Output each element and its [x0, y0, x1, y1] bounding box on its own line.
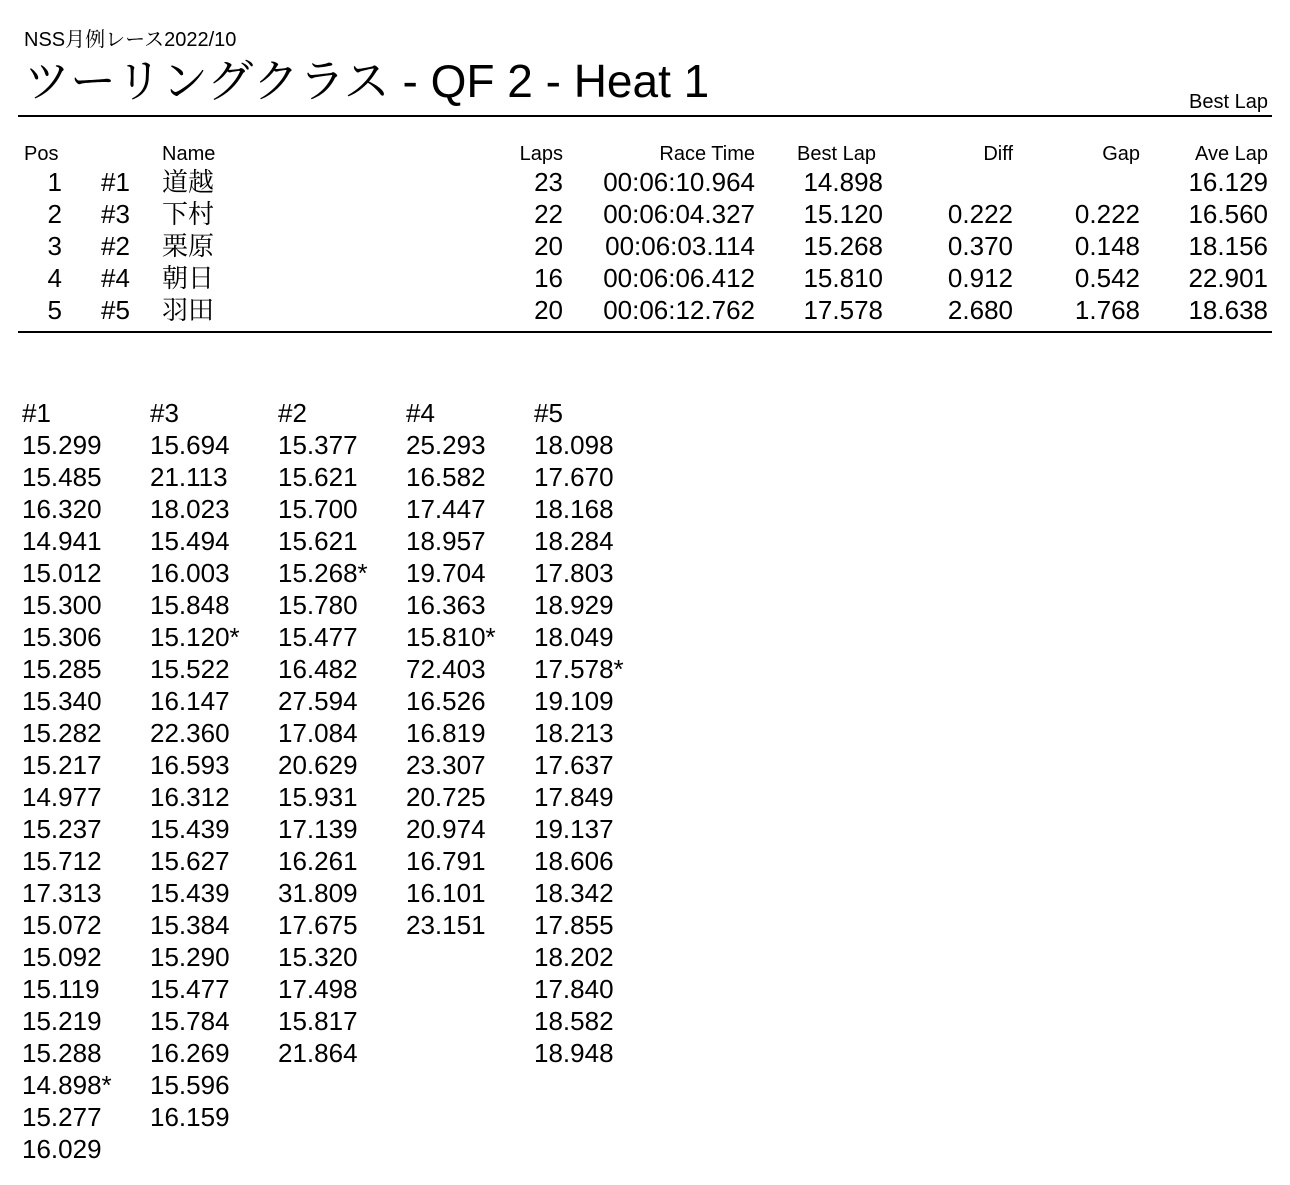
lap-time: 17.840 — [534, 974, 614, 1004]
lap-time: 19.109 — [534, 686, 614, 716]
lap-time: 15.931 — [278, 782, 358, 812]
lap-time: 31.809 — [278, 878, 358, 908]
lap-time: 16.593 — [150, 750, 230, 780]
row-ave-lap: 22.901 — [1188, 263, 1268, 293]
lap-time: 15.285 — [22, 654, 102, 684]
row-gap: 0.542 — [1074, 263, 1140, 293]
lap-time: 22.360 — [150, 718, 230, 748]
lap-column — [534, 397, 662, 1069]
lap-time: 17.675 — [278, 910, 358, 940]
lap-time: 23.307 — [406, 750, 486, 780]
lap-time: 17.084 — [278, 718, 358, 748]
lap-column-car: #5 — [534, 398, 563, 428]
lap-time: 23.151 — [406, 910, 486, 940]
row-diff: 0.370 — [947, 231, 1013, 261]
row-best-lap: 15.810 — [803, 263, 883, 293]
lap-time: 15.494 — [150, 526, 230, 556]
row-race-time: 00:06:10.964 — [603, 167, 755, 197]
lap-column — [22, 397, 150, 1165]
row-race-time: 00:06:12.762 — [603, 295, 755, 325]
lap-time: 18.582 — [534, 1006, 614, 1036]
lap-time: 15.268* — [278, 558, 368, 588]
lap-column-car: #4 — [406, 398, 435, 428]
lap-time: 15.485 — [22, 462, 102, 492]
lap-time: 15.219 — [22, 1006, 102, 1036]
lap-time: 15.522 — [150, 654, 230, 684]
row-diff: 0.222 — [947, 199, 1013, 229]
lap-time: 16.819 — [406, 718, 486, 748]
lap-time: 15.477 — [278, 622, 358, 652]
lap-column-car: #3 — [150, 398, 179, 428]
lap-time: 17.803 — [534, 558, 614, 588]
lap-time: 15.237 — [22, 814, 102, 844]
lap-time: 16.101 — [406, 878, 486, 908]
lap-time: 18.168 — [534, 494, 614, 524]
lap-time: 18.213 — [534, 718, 614, 748]
lap-time: 15.817 — [278, 1006, 358, 1036]
lap-time: 17.578* — [534, 654, 624, 684]
row-ave-lap: 16.129 — [1188, 167, 1268, 197]
row-ave-lap: 16.560 — [1188, 199, 1268, 229]
lap-time: 18.202 — [534, 942, 614, 972]
row-laps: 22 — [534, 199, 563, 229]
lap-time: 20.725 — [406, 782, 486, 812]
col-header-name: Name — [162, 143, 216, 165]
table-row — [0, 198, 1290, 230]
lap-time: 15.320 — [278, 942, 358, 972]
row-driver-name: 朝日 — [162, 263, 215, 293]
col-header-diff: Diff — [983, 143, 1013, 165]
lap-time: 27.594 — [278, 686, 358, 716]
lap-time: 18.948 — [534, 1038, 614, 1068]
row-laps: 16 — [534, 263, 563, 293]
row-gap: 0.148 — [1074, 231, 1140, 261]
lap-column-car: #1 — [22, 398, 51, 428]
row-pos: 2 — [47, 199, 62, 229]
lap-time: 15.012 — [22, 558, 102, 588]
lap-time: 15.439 — [150, 814, 230, 844]
lap-time: 15.712 — [22, 846, 102, 876]
lap-time: 15.596 — [150, 1070, 230, 1100]
lap-time: 15.306 — [22, 622, 102, 652]
row-car-number: #4 — [101, 263, 130, 293]
lap-time: 14.977 — [22, 782, 102, 812]
lap-time: 16.269 — [150, 1038, 230, 1068]
lap-time: 15.092 — [22, 942, 102, 972]
table-row — [0, 294, 1290, 326]
best-lap-tag: Best Lap — [1189, 91, 1268, 113]
lap-time: 15.694 — [150, 430, 230, 460]
lap-time: 18.929 — [534, 590, 614, 620]
lap-time: 16.320 — [22, 494, 102, 524]
col-header-ave-lap: Ave Lap — [1194, 143, 1268, 165]
row-pos: 4 — [47, 263, 62, 293]
row-ave-lap: 18.156 — [1188, 231, 1268, 261]
lap-time: 16.312 — [150, 782, 230, 812]
row-best-lap: 14.898 — [803, 167, 883, 197]
lap-time: 72.403 — [406, 654, 486, 684]
lap-time: 15.700 — [278, 494, 358, 524]
lap-time: 15.290 — [150, 942, 230, 972]
lap-time: 15.119 — [22, 974, 100, 1004]
lap-time: 18.023 — [150, 494, 230, 524]
lap-time: 16.482 — [278, 654, 358, 684]
lap-time: 25.293 — [406, 430, 486, 460]
table-row — [0, 166, 1290, 198]
event-label: NSS月例レース2022/10 — [24, 29, 237, 51]
lap-time: 15.299 — [22, 430, 102, 460]
lap-time: 15.621 — [278, 526, 358, 556]
lap-time: 16.147 — [150, 686, 230, 716]
lap-time: 15.810* — [406, 622, 496, 652]
lap-time: 17.447 — [406, 494, 486, 524]
row-gap: 0.222 — [1074, 199, 1140, 229]
row-gap: 1.768 — [1074, 295, 1140, 325]
row-laps: 20 — [534, 295, 563, 325]
row-driver-name: 下村 — [162, 199, 215, 229]
row-car-number: #2 — [101, 231, 130, 261]
lap-time: 21.864 — [278, 1038, 358, 1068]
row-pos: 3 — [47, 231, 62, 261]
lap-time: 20.629 — [278, 750, 358, 780]
page-title: ツーリングクラス - QF 2 - Heat 1 — [24, 55, 710, 107]
col-header-laps: Laps — [519, 143, 563, 165]
lap-time: 16.159 — [150, 1102, 230, 1132]
row-race-time: 00:06:03.114 — [605, 231, 755, 261]
lap-time: 16.003 — [150, 558, 230, 588]
lap-time: 15.784 — [150, 1006, 230, 1036]
lap-time: 15.627 — [150, 846, 230, 876]
lap-time: 15.288 — [22, 1038, 102, 1068]
lap-time: 15.217 — [22, 750, 102, 780]
lap-time: 17.670 — [534, 462, 614, 492]
lap-time: 18.284 — [534, 526, 614, 556]
lap-time: 15.072 — [22, 910, 102, 940]
lap-time: 18.342 — [534, 878, 614, 908]
lap-time: 15.300 — [22, 590, 102, 620]
lap-time: 15.384 — [150, 910, 230, 940]
lap-time: 16.582 — [406, 462, 486, 492]
lap-time: 15.377 — [278, 430, 358, 460]
row-diff: 2.680 — [947, 295, 1013, 325]
lap-column — [150, 397, 278, 1133]
row-ave-lap: 18.638 — [1188, 295, 1268, 325]
col-header-pos: Pos — [24, 143, 59, 165]
lap-time: 15.780 — [278, 590, 358, 620]
lap-time: 16.261 — [278, 846, 358, 876]
lap-time: 17.498 — [278, 974, 358, 1004]
row-best-lap: 15.268 — [803, 231, 883, 261]
lap-time: 15.848 — [150, 590, 230, 620]
row-laps: 20 — [534, 231, 563, 261]
lap-time: 18.606 — [534, 846, 614, 876]
lap-time: 16.029 — [22, 1134, 102, 1164]
row-race-time: 00:06:06.412 — [603, 263, 755, 293]
lap-time: 16.526 — [406, 686, 486, 716]
col-header-gap: Gap — [1102, 143, 1140, 165]
lap-time: 16.363 — [406, 590, 486, 620]
lap-time: 15.621 — [278, 462, 358, 492]
row-diff: 0.912 — [947, 263, 1013, 293]
lap-time: 18.957 — [406, 526, 486, 556]
row-best-lap: 17.578 — [803, 295, 883, 325]
col-header-best-lap: Best Lap — [797, 143, 876, 165]
lap-time: 19.137 — [534, 814, 614, 844]
row-laps: 23 — [534, 167, 563, 197]
lap-time: 16.791 — [406, 846, 486, 876]
row-driver-name: 羽田 — [162, 295, 215, 325]
table-row — [0, 230, 1290, 262]
lap-time: 14.941 — [22, 526, 102, 556]
row-best-lap: 15.120 — [803, 199, 883, 229]
col-header-race-time: Race Time — [659, 143, 755, 165]
lap-column-car: #2 — [278, 398, 307, 428]
lap-time: 15.277 — [22, 1102, 102, 1132]
lap-time: 17.855 — [534, 910, 614, 940]
row-driver-name: 栗原 — [162, 231, 215, 261]
table-row — [0, 262, 1290, 294]
lap-time: 15.120* — [150, 622, 240, 652]
lap-time: 18.049 — [534, 622, 614, 652]
lap-time: 17.849 — [534, 782, 614, 812]
lap-time: 17.637 — [534, 750, 614, 780]
lap-time: 17.139 — [278, 814, 358, 844]
row-car-number: #3 — [101, 199, 130, 229]
row-pos: 5 — [47, 295, 62, 325]
bottom-rule — [18, 331, 1272, 333]
top-rule — [18, 115, 1272, 117]
row-driver-name: 道越 — [162, 167, 215, 197]
lap-time: 17.313 — [22, 878, 102, 908]
lap-time: 15.340 — [22, 686, 102, 716]
lap-time: 15.282 — [22, 718, 102, 748]
lap-time: 15.477 — [150, 974, 230, 1004]
lap-time: 14.898* — [22, 1070, 112, 1100]
lap-column — [278, 397, 406, 1069]
row-car-number: #5 — [101, 295, 130, 325]
lap-time: 18.098 — [534, 430, 614, 460]
lap-time: 15.439 — [150, 878, 230, 908]
row-pos: 1 — [47, 167, 62, 197]
lap-time: 19.704 — [406, 558, 486, 588]
row-race-time: 00:06:04.327 — [603, 199, 755, 229]
row-car-number: #1 — [101, 167, 130, 197]
lap-time: 21.113 — [150, 462, 228, 492]
lap-time: 20.974 — [406, 814, 486, 844]
lap-column — [406, 397, 534, 941]
